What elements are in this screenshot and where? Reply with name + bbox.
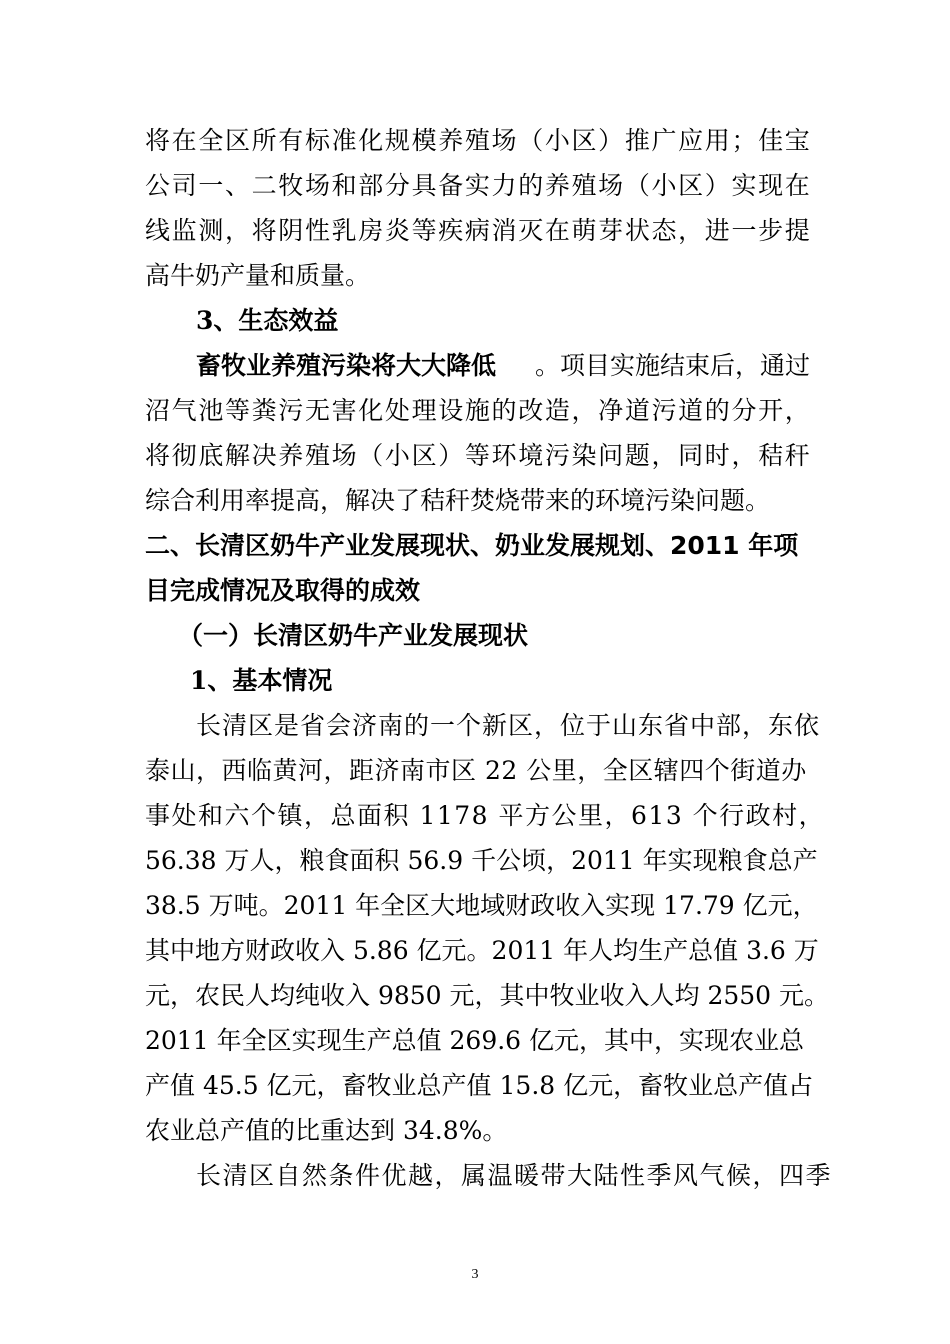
text-line: 长清区是省会济南的一个新区，位于山东省中部，东依 <box>196 711 821 740</box>
text-line: 高牛奶产量和质量。 <box>145 261 371 290</box>
text-line: 长清区自然条件优越，属温暖带大陆性季风气候，四季 <box>196 1161 833 1190</box>
text-line: 56.38 万人，粮食面积 56.9 千公顷，2011 年实现粮食总产 <box>145 846 818 875</box>
text-line: 将 彻 底 解 决 养 殖 场 （ 小 区 ） 等 环 境 污 染 问 题 ， 同 时 ， 秸 秆 <box>145 441 810 470</box>
text-line: 38.5 万吨。2011 年全区大地域财政收入实现 17.79 亿元， <box>145 891 818 920</box>
text-line: 2011 年全区实现生产总值 269.6 亿元，其中，实现农业总 <box>145 1026 805 1055</box>
text-line: 产值 45.5 亿元，畜牧业总产值 15.8 亿元，畜牧业总产值占 <box>145 1071 814 1100</box>
text-line: 元，农民人均纯收入 9850 元，其中牧业收入人均 2550 元。 <box>145 981 830 1010</box>
text-line: 综合利用率提高，解决了秸秆焚烧带来的环境污染问题。 <box>145 486 771 515</box>
text-span: 。项目实施结束后，通过 <box>534 351 810 380</box>
text-line: 线 监 测 ， 将 阴 性 乳 房 炎 等 疾 病 消 灭 在 萌 芽 状 态 ， 进 一 步 提 <box>145 216 810 245</box>
bold-lead-text: 畜牧业养殖污染将大大降低 <box>196 351 497 380</box>
subheading-basic-situation: 1、基本情况 <box>190 666 333 695</box>
text-line: 将 在 全 区 所 有 标 准 化 规 模 养 殖 场 （ 小 区 ） 推 广 应 用 ； 佳 宝 <box>145 126 810 155</box>
text-line: 事处和六个镇，总面积 1178 平方公里，613 个行政村， <box>145 801 826 830</box>
subsection-title: （一）长清区奶牛产业发展现状 <box>178 621 529 650</box>
subheading-ecological-benefits: 3、生态效益 <box>196 306 339 335</box>
text-line: 其中地方财政收入 5.86 亿元。2011 年人均生产总值 3.6 万 <box>145 936 819 965</box>
text-line <box>196 351 810 381</box>
page-number: 3 <box>471 1267 479 1282</box>
text-line: 沼 气 池 等 粪 污 无 害 化 处 理 设 施 的 改 造 ， 净 道 污 道 的 分 开 ， <box>145 396 810 425</box>
text-line: 农业总产值的比重达到 34.8%。 <box>145 1116 508 1145</box>
section-title: 二、长清区奶牛产业发展现状、奶业发展规划、2011 年项 <box>145 531 799 560</box>
section-title: 目完成情况及取得的成效 <box>145 576 421 605</box>
text-line: 泰山，西临黄河，距济南市区 22 公里，全区辖四个街道办 <box>145 756 807 785</box>
text-line: 公 司 一 、 二 牧 场 和 部 分 具 备 实 力 的 养 殖 场 （ 小 区 ） 实 现 在 <box>145 171 810 200</box>
